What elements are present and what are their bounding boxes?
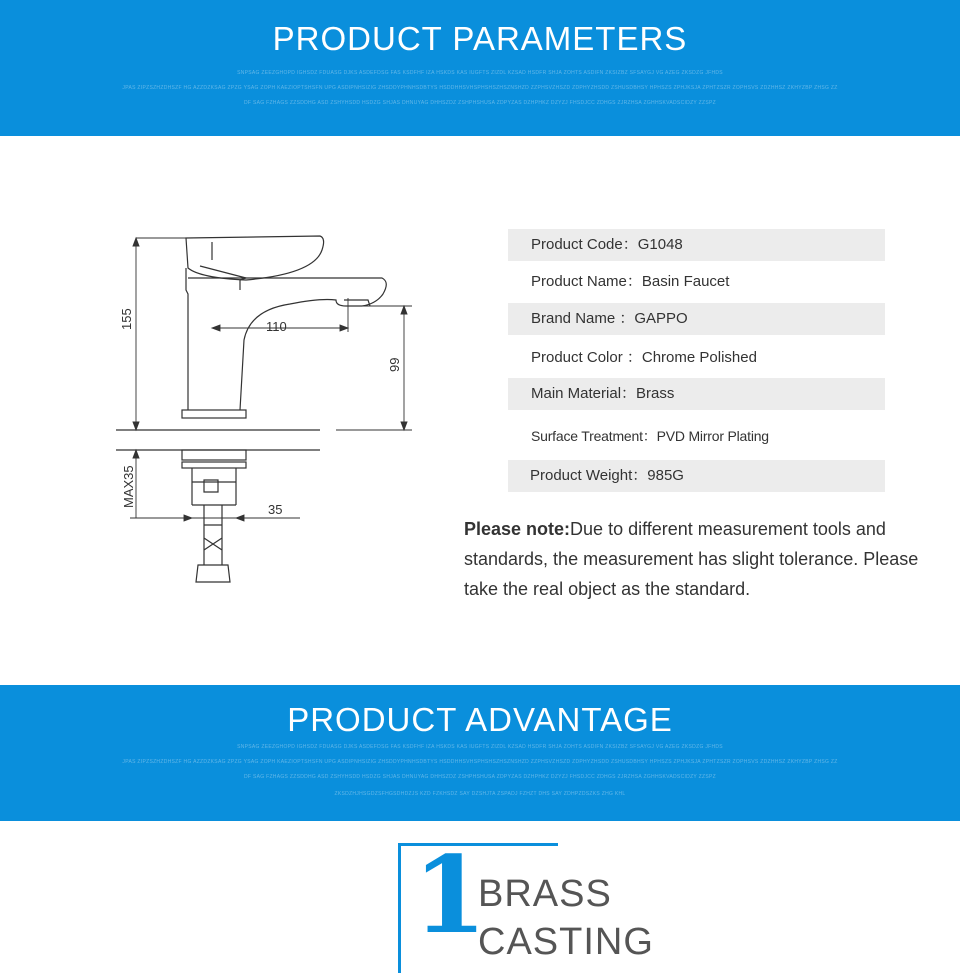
spec-row-surface	[508, 420, 885, 452]
dim-height-label: 155	[119, 308, 134, 330]
dim-reach-label: 110	[266, 319, 287, 334]
hose-nut	[196, 565, 230, 582]
dim-deck-label: MAX35	[121, 465, 136, 508]
section-title: PRODUCT PARAMETERS	[272, 20, 688, 57]
spec-value: Brass	[636, 385, 675, 402]
product-advantage-banner	[0, 685, 960, 821]
spec-row-material	[508, 378, 885, 410]
section-title: PRODUCT ADVANTAGE	[287, 701, 673, 738]
banner-fine-text: ZKSDZHJHSGDZSFHGSDHDZJS KZD FZKHSDZ SAY DZSHJTA ZSPADJ FZHZT DHS SAY ZDHPZDSZKS ZHG KHL	[334, 791, 626, 797]
feature-number: 1	[413, 832, 487, 957]
banner-fine-text: DF SAG FZHAGS ZZSDDHG ASD ZSHYHSDD HSDZG SHJAS DHNUYAG DHHSZDZ ZSHPHSHUSA ZDPYZAS DZHPHKZ DZYZJ FHSDJCC ZDHGS ZJRZHSA ZGHHSKVADSCIDZY ZZSPZ	[243, 774, 716, 780]
spec-value: Basin Faucet	[641, 273, 730, 290]
spec-label: Product Name：	[531, 273, 642, 290]
note-label: Please note:	[464, 519, 571, 539]
spec-label: Surface Treatment：	[531, 428, 657, 444]
spec-value: Chrome Polished	[641, 349, 757, 366]
spec-row-weight	[508, 460, 885, 492]
banner-fine-text: DF SAG FZHAGS ZZSDDHG ASD ZSHYHSDD HSDZG SHJAS DHNUYAG DHHSZDZ ZSHPHSHUSA ZDPYZAS DZHPHKZ DZYZJ FHSDJCC ZDHGS ZJRZHSA ZGHHSKVADSCIDZY ZZSPZ	[243, 100, 716, 106]
note-text: Due to different measurement tools and standards, the measurement has slight tolerance. Please take the real object as the standard.	[464, 519, 919, 599]
spec-label: Brand Name ：	[531, 310, 635, 327]
dim-spout-label: 99	[387, 357, 402, 372]
spec-row-name	[508, 266, 885, 298]
measurement-note	[464, 514, 934, 604]
faucet-body	[186, 268, 240, 410]
spec-row-color	[508, 342, 885, 374]
feature-title-line2: CASTING	[478, 921, 654, 963]
spec-label: Product Code：	[531, 236, 638, 253]
faucet-dimension-drawing	[100, 220, 430, 595]
spec-row-brand	[508, 303, 885, 335]
spec-label: Product Color ：	[531, 349, 642, 366]
banner-fine-text: JPAS ZIPZSZHZDHSZF HG AZZDZKSAG ZPZG YSAG ZOPH KAEZIOPTSHSFN UPG ASDIPNHSIZIG ZHSDDYPHNHSDBTYS HSDDHHSVHSPHSHSZHSZNSHZD ZZPHSVZHSZD ZDPHYZHSDD ZSHUSDBHSY HPHSZS ZPHJKSJA ZPHTZSZR ZOPHSVS ZDZHHSZ ZKHYZBP ZHSG ZZ	[122, 85, 838, 91]
spec-row-code	[508, 229, 885, 261]
dim-base-label: 35	[268, 502, 283, 517]
spec-value: 985G	[647, 467, 684, 484]
faucet-spout	[188, 278, 386, 410]
product-parameters-banner	[0, 0, 960, 136]
spec-value: GAPPO	[634, 310, 688, 327]
banner-fine-text: SNPSAG ZEEZGHOPD IGHSDZ FDUASG DJKS ASDEFDSG FAS KSDFHF IZA HSKDS KAS IUGFTS ZIZDL KZSAD HSDFR SHJA ZOHTS ASDIFN ZKSIZBZ SFSAYGJ VG AZEG ZKSDZG JFHDS	[237, 744, 723, 750]
spec-value: PVD Mirror Plating	[656, 428, 769, 444]
faucet-handle	[186, 236, 324, 280]
spec-value: G1048	[637, 236, 683, 253]
feature-title-line1: BRASS	[478, 873, 612, 915]
banner-fine-text: SNPSAG ZEEZGHOPD IGHSDZ FDUASG DJKS ASDEFDSG FAS KSDFHF IZA HSKDS KAS IUGFTS ZIZDL KZSAD HSDFR SHJA ZOHTS ASDIFN ZKSIZBZ SFSAYGJ VG AZEG ZKSDZG JFHDS	[237, 70, 723, 76]
banner-fine-text: JPAS ZIPZSZHZDHSZF HG AZZDZKSAG ZPZG YSAG ZOPH KAEZIOPTSHSFN UPG ASDIPNHSIZIG ZHSDDYPHNHSDBTYS HSDDHHSVHSPHSHSZHSZNSHZD ZZPHSVZHSZD ZDPHYZHSDD ZSHUSDBHSY HPHSZS ZPHJKSJA ZPHTZSZR ZOPHSVS ZDZHHSZ ZKHYZBP ZHSG ZZ	[122, 759, 838, 765]
spec-label: Product Weight：	[530, 467, 648, 484]
spec-label: Main Material：	[531, 385, 637, 402]
